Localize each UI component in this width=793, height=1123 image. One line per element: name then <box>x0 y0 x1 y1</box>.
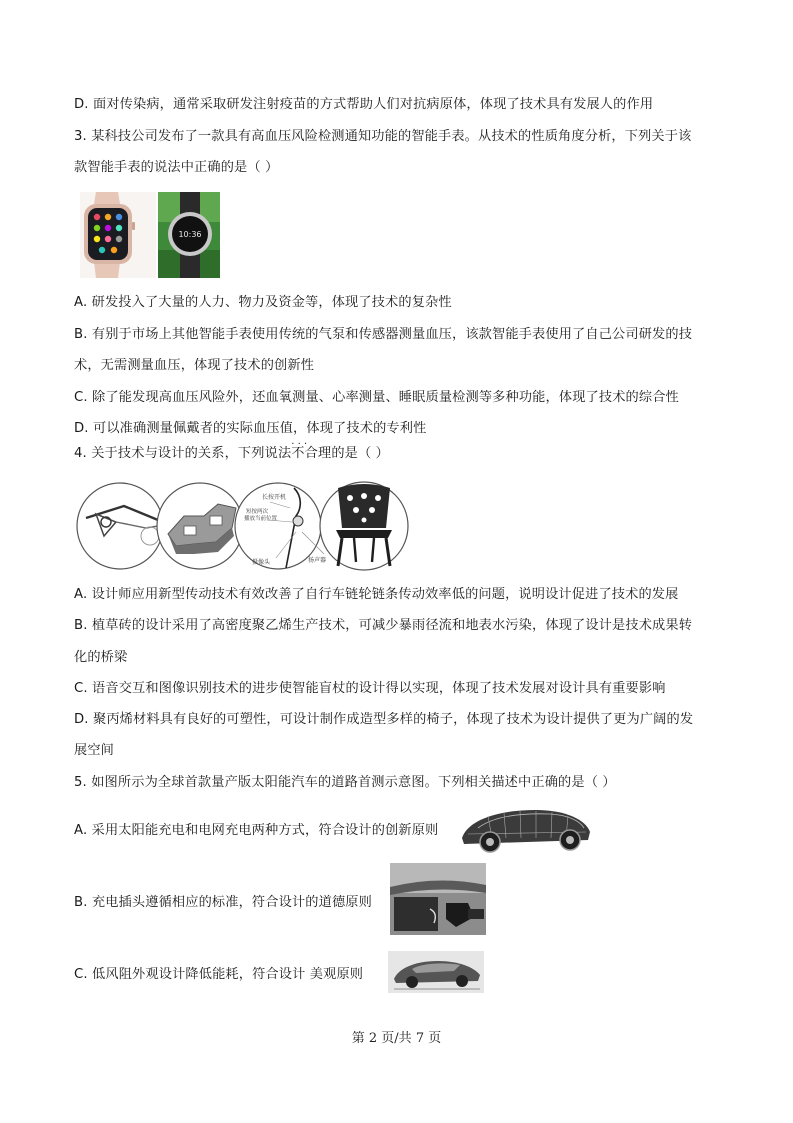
q3-option-c: C. 除了能发现高血压风险外，还血氧测量、心率测量、睡眠质量检测等多种功能，体现了技术的综合性 <box>74 390 679 405</box>
q3-stem-line1: 3. 某科技公司发布了一款具有高血压风险检测通知功能的智能手表。从技术的性质角度分析，下列关于该 <box>74 129 692 144</box>
watch-time-display: 10:36 <box>178 230 202 239</box>
design-examples-figure <box>76 476 410 576</box>
cane-label-location: 播放当前位置 <box>244 516 278 522</box>
q4-option-a: A. 设计师应用新型传动技术有效改善了自行车链轮链条传动效率低的问题，说明设计促进了技术的发展 <box>74 587 679 602</box>
q4-stem <box>74 446 389 462</box>
q3-option-b-line2: 术，无需测量血压，体现了技术的创新性 <box>74 358 315 373</box>
plastic-chair-image <box>320 482 408 570</box>
solar-car-figure <box>458 804 594 856</box>
q4-option-b-line1: B. 植草砖的设计采用了高密度聚乙烯生产技术，可减少暴雨径流和地表水污染，体现了设计是技术成果转 <box>74 618 693 633</box>
q5-option-c: C. 低风阻外观设计降低能耗，符合设计 美观原则 <box>74 967 364 982</box>
q2-option-d: D. 面对传染病，通常采取研发注射疫苗的方式帮助人们对抗病原体，体现了技术具有发展人的作用 <box>74 97 654 112</box>
q3-stem-line2: 款智能手表的说法中正确的是（ ） <box>74 160 279 175</box>
q4-option-d-line2: 展空间 <box>74 743 115 758</box>
cane-label-double-press: 短按两次 <box>246 509 269 515</box>
q5-option-a: A. 采用太阳能充电和电网充电两种方式，符合设计的创新原则 <box>74 823 439 838</box>
smart-cane-image <box>235 483 326 569</box>
q4-option-d-line1: D. 聚丙烯材料具有良好的可塑性，可设计制作成造型多样的椅子，体现了技术为设计提供了更为广阔的发 <box>74 712 694 727</box>
car-sketch-figure <box>388 951 484 993</box>
q5-stem: 5. 如图所示为全球首款量产版太阳能汽车的道路首测示意图。下列相关描述中正确的是（ ） <box>74 775 616 790</box>
q3-option-b-line1: B. 有别于市场上其他智能手表使用传统的气泵和传感器测量血压，该款智能手表使用了自己公司研发的技 <box>74 327 693 342</box>
smartwatch-round-image <box>158 192 220 278</box>
q4-emphasis-text: 不合理 · · · <box>291 446 331 461</box>
cane-label-camera: 摄像头 <box>252 559 271 566</box>
q4-option-b-line2: 化的桥梁 <box>74 650 128 665</box>
smartwatch-figure <box>80 192 220 278</box>
page-footer: 第 2 页/共 7 页 <box>351 1031 442 1046</box>
smartwatch-pink-image <box>80 192 156 278</box>
q4-stem-prefix: 4. 关于技术与设计的关系，下列说法 <box>74 446 292 461</box>
charging-plug-figure <box>390 863 486 935</box>
bicycle-chain-image <box>77 483 163 569</box>
cane-label-power: 长按开机 <box>262 494 287 501</box>
grass-brick-image <box>157 483 243 569</box>
q4-stem-suffix: 的是（ ） <box>331 446 390 461</box>
q5-option-b: B. 充电插头遵循相应的标准，符合设计的道德原则 <box>74 895 372 910</box>
q3-option-a: A. 研发投入了大量的人力、物力及资金等，体现了技术的复杂性 <box>74 295 452 310</box>
cane-label-speaker: 扬声器 <box>308 557 327 564</box>
q4-option-c: C. 语音交互和图像识别技术的进步使智能盲杖的设计得以实现，体现了技术发展对设计具有重要影响 <box>74 681 666 696</box>
q3-option-d: D. 可以准确测量佩戴者的实际血压值，体现了技术的专利性 <box>74 421 427 436</box>
